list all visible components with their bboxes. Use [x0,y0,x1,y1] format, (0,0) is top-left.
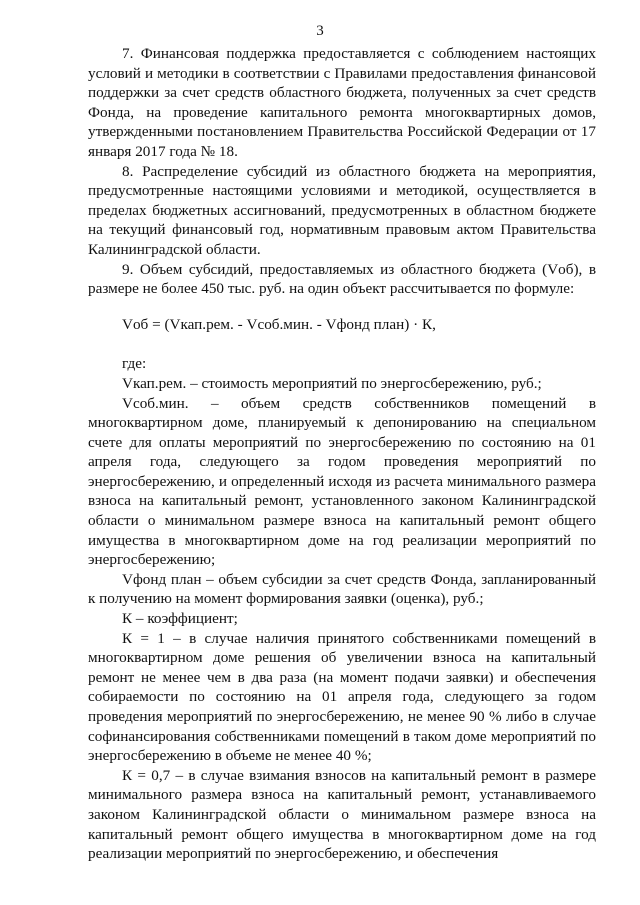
document-body [88,44,596,864]
paragraph-7: 7. Финансовая поддержка предоставляется с соблюдением настоящих условий и методики в соответствии с Правилами предоставления финансовой поддержки за счет средств областного бюджета, полученных за счет средств Фонда, на проведение капитального ремонта многоквартирных домов, утвержденными постановлением Правительства Российской Федерации от 17 января 2017 года № 18. [88,45,596,160]
paragraph-8: 8. Распределение субсидий из областного бюджета на мероприятия, предусмотренные настоящими условиями и методикой, осуществляется в пределах бюджетных ассигнований, предусмотренных в областном бюджете на текущий финансовый год, нормативным правовым актом Правительства Калининградской области. [88,162,596,258]
where-label: где: [122,355,147,373]
page-number: 3 [316,23,324,39]
definition-k1: К = 1 – в случае наличия принятого собственниками помещений в многоквартирном доме решения об увеличении взноса на капитальный ремонт не менее чем в два раза (на момент подачи заявки) и обеспечения собираемости по состоянию на 01 апреля года, следующего за годом проведения мероприятий по энергосбережению, не менее 90 % либо в случае софинансирования собственниками помещений в таком доме мероприятий по энергосбережению в объеме не менее 40 %; [88,629,596,765]
formula: Vоб = (Vкап.рем. - Vсоб.мин. - Vфонд план) · К, [122,315,436,333]
definition-vfond: Vфонд план – объем субсидии за счет средств Фонда, запланированный к получению на момент формирования заявки (оценка), руб.; [88,570,596,608]
definition-vsob: Vсоб.мин. – объем средств собственников помещений в многоквартирном доме, планируемый к депонированию на специальном счете для оплаты мероприятий по энергосбережению по состоянию на 01 апреля года, следующего за годом проведения мероприятий по энергосбережению, и определенный исходя из расчета минимального размера взноса на капитальный ремонт, установленного законом Калининградской области о минимальном размере взноса на капитальный ремонт общего имущества в многоквартирном доме на год реализации мероприятий по энергосбережению; [88,394,596,569]
paragraph-9: 9. Объем субсидий, предоставляемых из областного бюджета (Vоб), в размере не более 450 тыс. руб. на один объект рассчитывается по формуле: [88,260,596,298]
definition-k07: К = 0,7 – в случае взимания взносов на капитальный ремонт в размере минимального размера взноса на капитальный ремонт, устанавливаемого законом Калининградской области о минимальном размере взноса на капитальный ремонт общего имущества в многоквартирном доме на год реализации мероприятий по энергосбережению, и обеспечения [88,766,596,863]
definition-k: К – коэффициент; [122,610,238,628]
definition-vkap: Vкап.рем. – стоимость мероприятий по энергосбережению, руб.; [122,374,542,392]
